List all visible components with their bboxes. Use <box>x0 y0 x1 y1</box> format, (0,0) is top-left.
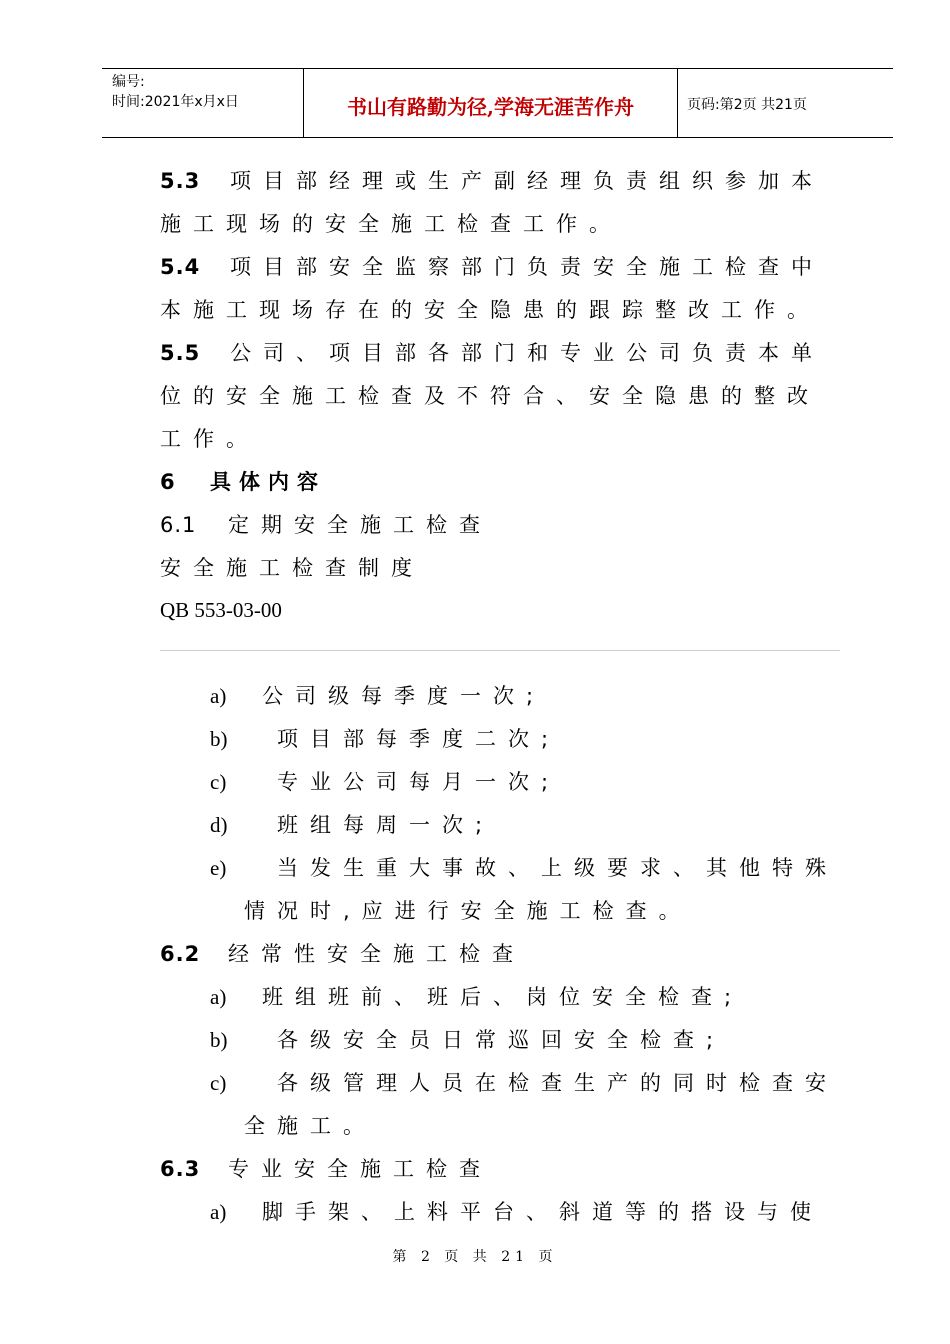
header-page-cell <box>677 69 893 137</box>
section-6-2-number: 6.2 <box>160 942 201 966</box>
list-item-marker: a) <box>210 1200 227 1224</box>
header-motto-cell <box>303 69 678 137</box>
list-item-marker: b) <box>210 727 228 751</box>
section-5-3-line-1: 项目部经理或生产副经理负责组织参加本 <box>230 169 824 193</box>
section-5-5-line-1: 公司、项目部各部门和专业公司负责本单 <box>230 341 824 365</box>
section-5-3-line-2: 施工现场的安全施工检查工作。 <box>160 212 622 236</box>
list-item-marker: c) <box>210 770 227 794</box>
list-item-text: 公司级每季度一次; <box>262 684 546 708</box>
section-5-4-line-2: 本施工现场存在的安全隐患的跟踪整改工作。 <box>160 298 820 322</box>
list-item-text: 班组班前、班后、岗位安全检查; <box>262 985 744 1009</box>
motto: 书山有路勤为径,学海无涯苦作舟 <box>347 95 634 119</box>
section-5-3-number: 5.3 <box>160 169 201 193</box>
header-info-cell <box>102 69 303 137</box>
section-5-5-line-2: 位的安全施工检查及不符合、安全隐患的整改 <box>160 384 820 408</box>
list-item-text: 脚手架、上料平台、斜道等的搭设与使 <box>262 1200 823 1224</box>
list-item-text: 项目部每季度二次; <box>277 727 561 751</box>
page-footer: 第 2 页 共 21 页 <box>392 1249 558 1265</box>
section-6-number: 6 <box>160 470 176 494</box>
section-5-5-number: 5.5 <box>160 341 201 365</box>
list-item-text-continued: 全施工。 <box>244 1114 376 1138</box>
list-item-marker: e) <box>210 856 227 880</box>
section-6-2-title: 经常性安全施工检查 <box>228 942 525 966</box>
section-6-title: 具体内容 <box>210 470 326 494</box>
list-item-marker: a) <box>210 985 227 1009</box>
doc-code: QB 553-03-00 <box>160 598 282 622</box>
list-item-text: 班组每周一次; <box>277 813 495 837</box>
code-label: 编号: <box>112 74 145 90</box>
list-item-text-continued: 情况时,应进行安全施工检查。 <box>244 899 692 923</box>
list-item-marker: b) <box>210 1028 228 1052</box>
list-item-text: 各级管理人员在检查生产的同时检查安 <box>277 1071 838 1095</box>
section-6-3-title: 专业安全施工检查 <box>228 1157 492 1181</box>
page-label: 页码:第2页 共21页 <box>687 97 807 113</box>
section-5-4-number: 5.4 <box>160 255 201 279</box>
list-item-marker: c) <box>210 1071 227 1095</box>
list-item-text: 当发生重大事故、上级要求、其他特殊 <box>277 856 838 880</box>
list-item-text: 各级安全员日常巡回安全检查; <box>277 1028 726 1052</box>
section-6-1-number: 6.1 <box>160 513 197 537</box>
section-5-4-line-1: 项目部安全监察部门负责安全施工检查中 <box>230 255 824 279</box>
section-6-3-number: 6.3 <box>160 1157 201 1181</box>
doc-title: 安全施工检查制度 <box>160 556 424 580</box>
section-5-5-line-3: 工作。 <box>160 427 259 451</box>
section-6-1-title: 定期安全施工检查 <box>228 513 492 537</box>
list-item-marker: a) <box>210 684 227 708</box>
page-header <box>102 68 893 138</box>
list-item-text: 专业公司每月一次; <box>277 770 561 794</box>
time-label: 时间:2021年x月x日 <box>112 94 239 110</box>
section-divider <box>160 650 840 651</box>
list-item-marker: d) <box>210 813 228 837</box>
